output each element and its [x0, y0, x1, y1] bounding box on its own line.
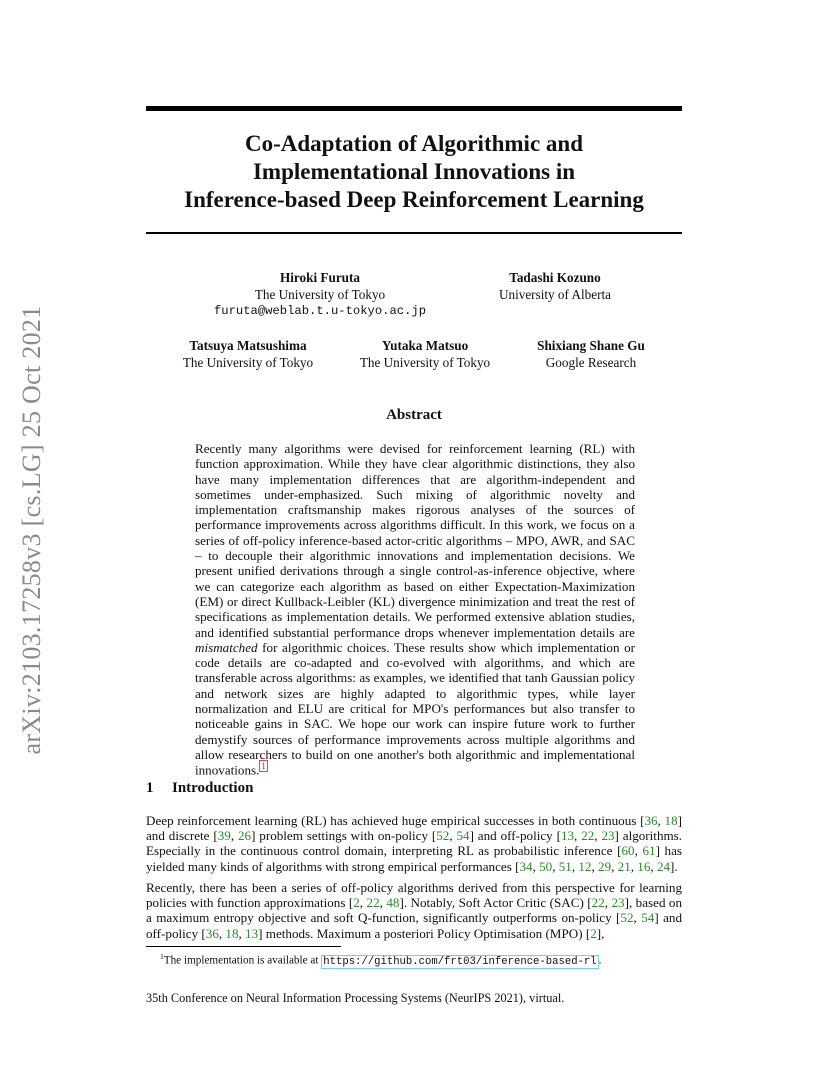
author-email[interactable]: furuta@weblab.t.u-tokyo.ac.jp [213, 304, 427, 318]
author-name: Yutaka Matsuo [381, 338, 469, 353]
title-top-rule [146, 106, 682, 111]
citation-link[interactable]: 16 [637, 858, 651, 874]
citation-link[interactable]: 61 [642, 843, 656, 859]
citation-link[interactable]: 52 [620, 910, 634, 926]
citation-link[interactable]: 54 [641, 910, 655, 926]
author-affiliation: The University of Tokyo [182, 354, 314, 370]
citation-link[interactable]: 18 [225, 925, 239, 941]
citation-link[interactable]: 22 [581, 828, 595, 844]
citation-link[interactable]: 13 [560, 828, 575, 844]
abstract-text: Recently many algorithms were devised for reinforcement learning (RL) with function approximation. While they have clear algorithmic distinctions, they also have many implementation differences that are algorithm-independent and sometimes under-emphasized. Such mixing of algorithmic novelty and implementation craftsmanship makes rigorous analyses of the sources of performance improvements across algorithms difficult. In this work, we focus on a series of off-policy inference-based actor-critic algorithms – MPO, AWR, and SAC – to decouple their algorithmic innovations and implementation decisions. We present unified derivations through a single control-as-inference objective, where we can categorize each algorithm as based on either Expectation-Maximization (EM) or direct Kullback-Leibler (KL) divergence minimization and treat the rest of specifications as implementation details. We performed extensive ablation studies, and identified substantial performance drops whenever implementation details are [195, 441, 635, 640]
citation-link[interactable]: 13 [245, 925, 259, 941]
abstract-text: for algorithmic choices. These results show which implementation or code details are co-adapted and co-evolved with algorithms, and which are transferable across algorithms: as examples, we identified that tanh Gaussian policy and network sizes are highly adapted to algorithmic types, while layer normalization and ELU are critical for MPO's performances but also transfer to noticeable gains in SAC. We hope our work can inspire future work to further demystify sources of performance improvements across multiple algorithms and allow researchers to build on one another's both algorithmic and implementational innovations. [195, 639, 635, 778]
citation-link[interactable]: 23 [601, 828, 615, 844]
author-block [470, 270, 640, 303]
author-name: Hiroki Furuta [280, 270, 360, 285]
footnote-mark: 1 [160, 952, 164, 961]
citation-link[interactable]: 51 [558, 858, 572, 874]
paper-title [146, 130, 682, 214]
citation-link[interactable]: 54 [456, 828, 470, 844]
title-line: Co-Adaptation of Algorithmic and [245, 131, 583, 156]
section-title: Introduction [172, 780, 254, 796]
body-paragraph: Deep reinforcement learning (RL) has achieved huge empirical successes in both continuous [36, 18] and discrete [39, 26] problem settings with on-policy [52, 54] and off-policy [13, 22, 23] algorithms. Especially in the continuous control domain, interpreting RL as probabilistic inference [60, 61] has yielded many kinds of algorithms with strong empirical performances [34, 50, 51, 12, 29, 21, 16, 24]. [146, 813, 683, 874]
citation-link[interactable]: 2 [353, 895, 360, 911]
abstract-heading: Abstract [386, 407, 442, 423]
citation-link[interactable]: 2 [590, 925, 597, 941]
author-name: Shixiang Shane Gu [537, 338, 645, 353]
author-affiliation: University of Alberta [498, 286, 612, 302]
citation-link[interactable]: 22 [366, 895, 380, 911]
citation-link[interactable]: 18 [664, 813, 678, 828]
footnote-end: . [598, 954, 602, 967]
citation-link[interactable]: 26 [237, 828, 252, 844]
section-number: 1 [146, 780, 154, 796]
title-line: Implementational Innovations in [252, 159, 576, 184]
footnote-rule [146, 946, 341, 947]
author-name: Tatsuya Matsushima [189, 338, 307, 353]
author-name: Tadashi Kozuno [509, 270, 601, 285]
citation-link[interactable]: 36 [644, 813, 658, 828]
abstract-body [195, 441, 635, 778]
citation-link[interactable]: 12 [578, 858, 592, 874]
footnote-link[interactable]: 1 [261, 761, 266, 772]
citation-link[interactable]: 52 [436, 828, 450, 844]
footnote [160, 950, 680, 969]
title-bottom-rule [146, 232, 682, 234]
author-block [168, 338, 328, 371]
citation-link[interactable]: 50 [539, 858, 553, 874]
author-block [190, 270, 450, 320]
citation-link[interactable]: 34 [519, 858, 533, 874]
author-affiliation: The University of Tokyo [254, 286, 386, 302]
section-heading [146, 780, 253, 797]
author-affiliation: The University of Tokyo [359, 354, 491, 370]
title-line: Inference-based Deep Reinforcement Learning [184, 187, 644, 212]
citation-link[interactable]: 60 [621, 843, 635, 859]
author-block [520, 338, 662, 371]
citation-link[interactable]: 23 [611, 895, 625, 911]
venue-note: 35th Conference on Neural Information Processing Systems (NeurIPS 2021), virtual. [146, 991, 565, 1005]
citation-link[interactable]: 36 [205, 925, 219, 941]
citation-link[interactable]: 21 [617, 858, 631, 874]
citation-link[interactable]: 48 [386, 895, 400, 911]
citation-link[interactable]: 39 [217, 828, 231, 844]
repository-link[interactable]: https://github.com/frt03/inference-based-rl [323, 955, 597, 968]
citation-link[interactable]: 29 [598, 858, 612, 874]
arxiv-stamp: arXiv:2103.17258v3 [cs.LG] 25 Oct 2021 [17, 305, 46, 755]
author-block [345, 338, 505, 371]
author-affiliation: Google Research [545, 354, 637, 370]
body-paragraph: Recently, there has been a series of off-policy algorithms derived from this perspective for learning policies with function approximations [2, 22, 48]. Notably, Soft Actor Critic (SAC) [22, 23], based on a maximum entropy objective and soft Q-function, significantly outperforms on-policy [52, 54] and off-policy [36, 18, 13] methods. Maximum a posteriori Policy Optimisation (MPO) [2], [146, 880, 683, 941]
citation-link[interactable]: 22 [591, 895, 605, 911]
citation-link[interactable]: 24 [656, 858, 671, 874]
footnote-text: The implementation is available at [163, 954, 319, 967]
abstract-italic: mismatched [195, 639, 258, 655]
